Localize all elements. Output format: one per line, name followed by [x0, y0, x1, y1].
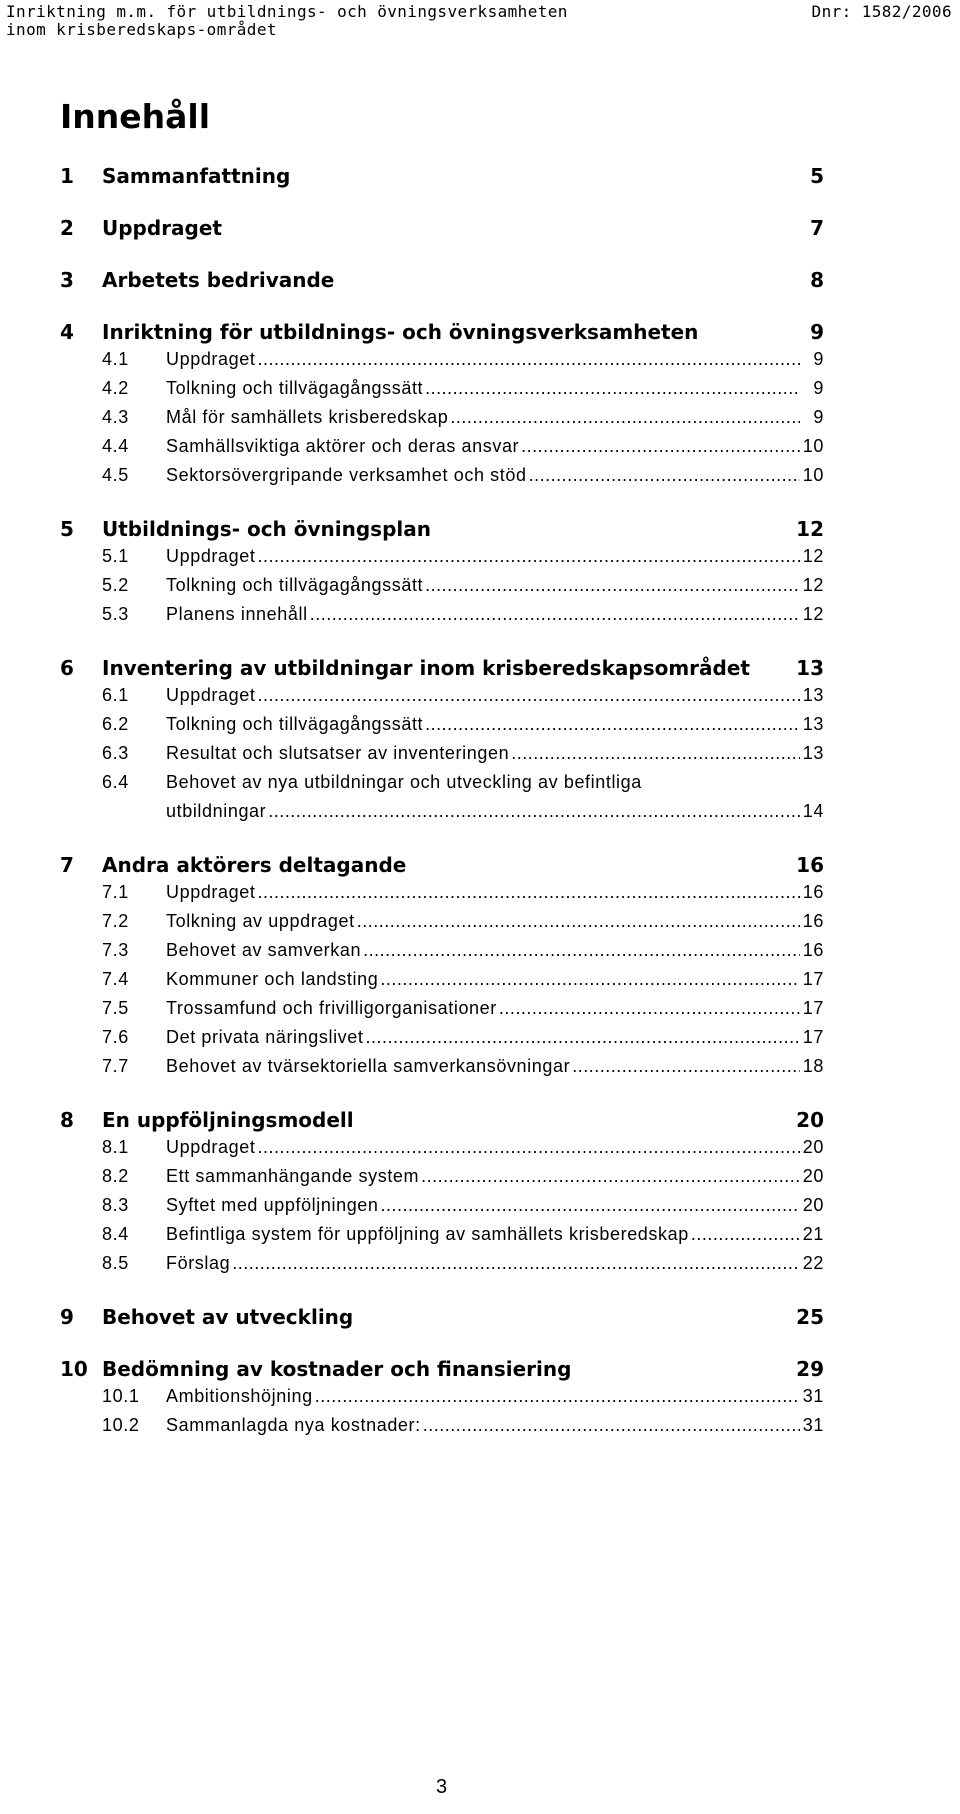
section-title: Behovet av samverkan [166, 940, 362, 960]
toc-section[interactable] [60, 936, 824, 965]
toc-section[interactable] [60, 1411, 824, 1440]
chapter-page: 16 [796, 853, 824, 877]
section-page: 12 [802, 604, 824, 624]
toc-section[interactable] [60, 1133, 824, 1162]
toc-chapter[interactable] [60, 319, 824, 345]
dot-leader [257, 681, 800, 710]
section-title: Tolkning av uppdraget [166, 911, 355, 931]
chapter-number: 3 [60, 268, 74, 292]
chapter-page: 7 [810, 216, 824, 240]
dot-leader [310, 600, 800, 629]
section-title: Uppdraget [166, 1137, 256, 1157]
section-page: 12 [802, 546, 824, 566]
chapter-page: 8 [810, 268, 824, 292]
chapter-number: 4 [60, 320, 74, 344]
section-number: 6.4 [102, 772, 129, 792]
section-title: Kommuner och landsting [166, 969, 379, 989]
section-number: 7.7 [102, 1056, 129, 1076]
dot-leader [425, 710, 800, 739]
section-title: Förslag [166, 1253, 231, 1273]
chapter-title: Inventering av utbildningar inom krisberedskapsområdet [102, 656, 750, 680]
section-number: 10.2 [102, 1415, 140, 1435]
toc-section[interactable] [60, 994, 824, 1023]
toc-section[interactable] [60, 965, 824, 994]
chapter-page: 20 [796, 1108, 824, 1132]
toc-chapter[interactable] [60, 163, 824, 189]
section-page: 16 [802, 882, 824, 902]
section-page: 17 [802, 969, 824, 989]
chapter-title: Arbetets bedrivande [102, 268, 335, 292]
toc-section[interactable] [60, 345, 824, 374]
section-title: Planens innehåll [166, 604, 308, 624]
toc-section[interactable] [60, 571, 824, 600]
table-of-contents [60, 163, 824, 1440]
section-title: Mål för samhällets krisberedskap [166, 407, 449, 427]
section-title: Tolkning och tillvägagångssätt [166, 714, 424, 734]
toc-section[interactable] [60, 1249, 824, 1278]
chapter-number: 2 [60, 216, 74, 240]
toc-chapter[interactable] [60, 1356, 824, 1382]
toc-section[interactable] [60, 768, 824, 826]
section-number: 6.1 [102, 685, 129, 705]
chapter-title: Uppdraget [102, 216, 222, 240]
dot-leader [421, 1162, 800, 1191]
dot-leader [257, 878, 800, 907]
section-number: 8.2 [102, 1166, 129, 1186]
toc-section[interactable] [60, 1162, 824, 1191]
section-page: 9 [813, 407, 824, 427]
section-number: 7.5 [102, 998, 129, 1018]
section-page: 16 [802, 911, 824, 931]
toc-section[interactable] [60, 681, 824, 710]
section-title: Trossamfund och frivilligorganisationer [166, 998, 497, 1018]
section-title: Behovet av nya utbildningar och utveckling av befintliga [166, 772, 642, 792]
section-number: 4.3 [102, 407, 129, 427]
toc-chapter[interactable] [60, 215, 824, 241]
dot-leader [257, 542, 800, 571]
dot-leader [380, 965, 800, 994]
section-title: Sammanlagda nya kostnader: [166, 1415, 421, 1435]
chapter-page: 29 [796, 1357, 824, 1381]
section-number: 4.5 [102, 465, 129, 485]
section-number: 7.2 [102, 911, 129, 931]
section-number: 6.3 [102, 743, 129, 763]
section-title: Syftet med uppföljningen [166, 1195, 379, 1215]
document-number: Dnr: 1582/2006 [811, 2, 952, 21]
dot-leader [572, 1052, 800, 1081]
dot-leader [529, 461, 800, 490]
section-title: Resultat och slutsatser av inventeringen [166, 743, 510, 763]
toc-section[interactable] [60, 878, 824, 907]
toc-chapter[interactable] [60, 655, 824, 681]
chapter-number: 9 [60, 1305, 74, 1329]
section-page: 13 [802, 743, 824, 763]
section-number: 7.4 [102, 969, 129, 989]
section-page: 10 [802, 436, 824, 456]
toc-section[interactable] [60, 1220, 824, 1249]
section-title: Uppdraget [166, 685, 256, 705]
section-number: 5.1 [102, 546, 129, 566]
section-title: Tolkning och tillvägagångssätt [166, 378, 424, 398]
section-page: 17 [802, 998, 824, 1018]
chapter-title: En uppföljningsmodell [102, 1108, 354, 1132]
chapter-title: Inriktning för utbildnings- och övningsverksamheten [102, 320, 699, 344]
toc-section[interactable] [60, 1052, 824, 1081]
dot-leader [315, 1382, 800, 1411]
section-title: Sektorsövergripande verksamhet och stöd [166, 465, 527, 485]
toc-section[interactable] [60, 432, 824, 461]
section-page: 20 [802, 1137, 824, 1157]
page-number: 3 [436, 1776, 448, 1798]
section-number: 7.1 [102, 882, 129, 902]
section-page: 20 [802, 1195, 824, 1215]
dot-leader [511, 739, 800, 768]
chapter-page: 13 [796, 656, 824, 680]
section-page: 31 [802, 1386, 824, 1406]
section-page: 20 [802, 1166, 824, 1186]
toc-section[interactable] [60, 461, 824, 490]
section-page: 14 [802, 801, 824, 821]
dot-leader [268, 797, 800, 826]
page-title: Innehåll [60, 97, 211, 136]
section-title: Samhällsviktiga aktörer och deras ansvar [166, 436, 520, 456]
section-number: 5.2 [102, 575, 129, 595]
section-title: Befintliga system för uppföljning av samhällets krisberedskap [166, 1224, 689, 1244]
section-page: 22 [802, 1253, 824, 1273]
section-number: 6.2 [102, 714, 129, 734]
section-title-continued: utbildningar [166, 801, 267, 821]
chapter-page: 12 [796, 517, 824, 541]
section-title: Ambitionshöjning [166, 1386, 313, 1406]
chapter-title: Bedömning av kostnader och finansiering [102, 1357, 572, 1381]
toc-section[interactable] [60, 542, 824, 571]
toc-chapter[interactable] [60, 1107, 824, 1133]
chapter-page: 9 [810, 320, 824, 344]
section-page: 9 [813, 349, 824, 369]
dot-leader [425, 374, 800, 403]
section-page: 12 [802, 575, 824, 595]
section-page: 9 [813, 378, 824, 398]
section-title: Det privata näringslivet [166, 1027, 364, 1047]
header-title: Inriktning m.m. för utbildnings- och övningsverksamheten [6, 2, 568, 21]
chapter-number: 8 [60, 1108, 74, 1132]
toc-section[interactable] [60, 907, 824, 936]
section-page: 17 [802, 1027, 824, 1047]
section-page: 16 [802, 940, 824, 960]
dot-leader [450, 403, 800, 432]
toc-section[interactable] [60, 600, 824, 629]
chapter-title: Andra aktörers deltagande [102, 853, 407, 877]
dot-leader [232, 1249, 800, 1278]
section-page: 10 [802, 465, 824, 485]
section-page: 21 [802, 1224, 824, 1244]
section-number: 5.3 [102, 604, 129, 624]
section-page: 13 [802, 685, 824, 705]
chapter-title: Utbildnings- och övningsplan [102, 517, 431, 541]
chapter-number: 7 [60, 853, 74, 877]
toc-section[interactable] [60, 403, 824, 432]
section-title: Uppdraget [166, 349, 256, 369]
section-number: 4.2 [102, 378, 129, 398]
section-number: 4.4 [102, 436, 129, 456]
dot-leader [257, 345, 800, 374]
section-page: 18 [802, 1056, 824, 1076]
dot-leader [423, 1411, 800, 1440]
dot-leader [366, 1023, 801, 1052]
section-number: 8.1 [102, 1137, 129, 1157]
section-number: 8.3 [102, 1195, 129, 1215]
section-page: 31 [802, 1415, 824, 1435]
chapter-number: 10 [60, 1357, 88, 1381]
dot-leader [521, 432, 800, 461]
toc-chapter[interactable] [60, 852, 824, 878]
section-title: Uppdraget [166, 546, 256, 566]
chapter-number: 5 [60, 517, 74, 541]
toc-section[interactable] [60, 1382, 824, 1411]
chapter-page: 5 [810, 164, 824, 188]
toc-section[interactable] [60, 1191, 824, 1220]
chapter-page: 25 [796, 1305, 824, 1329]
section-number: 10.1 [102, 1386, 140, 1406]
section-title: Uppdraget [166, 882, 256, 902]
section-number: 8.5 [102, 1253, 129, 1273]
section-title: Ett sammanhängande system [166, 1166, 420, 1186]
toc-section[interactable] [60, 739, 824, 768]
dot-leader [499, 994, 800, 1023]
chapter-number: 6 [60, 656, 74, 680]
section-number: 8.4 [102, 1224, 129, 1244]
toc-section[interactable] [60, 1023, 824, 1052]
toc-section[interactable] [60, 710, 824, 739]
dot-leader [363, 936, 800, 965]
dot-leader [257, 1133, 800, 1162]
dot-leader [357, 907, 800, 936]
section-title: Tolkning och tillvägagångssätt [166, 575, 424, 595]
section-page: 13 [802, 714, 824, 734]
section-number: 7.3 [102, 940, 129, 960]
toc-section[interactable] [60, 374, 824, 403]
section-title: Behovet av tvärsektoriella samverkansövningar [166, 1056, 571, 1076]
dot-leader [381, 1191, 800, 1220]
chapter-number: 1 [60, 164, 74, 188]
section-number: 7.6 [102, 1027, 129, 1047]
chapter-title: Sammanfattning [102, 164, 291, 188]
section-number: 4.1 [102, 349, 129, 369]
dot-leader [691, 1220, 800, 1249]
toc-chapter[interactable] [60, 267, 824, 293]
toc-chapter[interactable] [60, 516, 824, 542]
toc-chapter[interactable] [60, 1304, 824, 1330]
header-subtitle: inom krisberedskaps-området [6, 20, 277, 39]
chapter-title: Behovet av utveckling [102, 1305, 354, 1329]
dot-leader [425, 571, 800, 600]
